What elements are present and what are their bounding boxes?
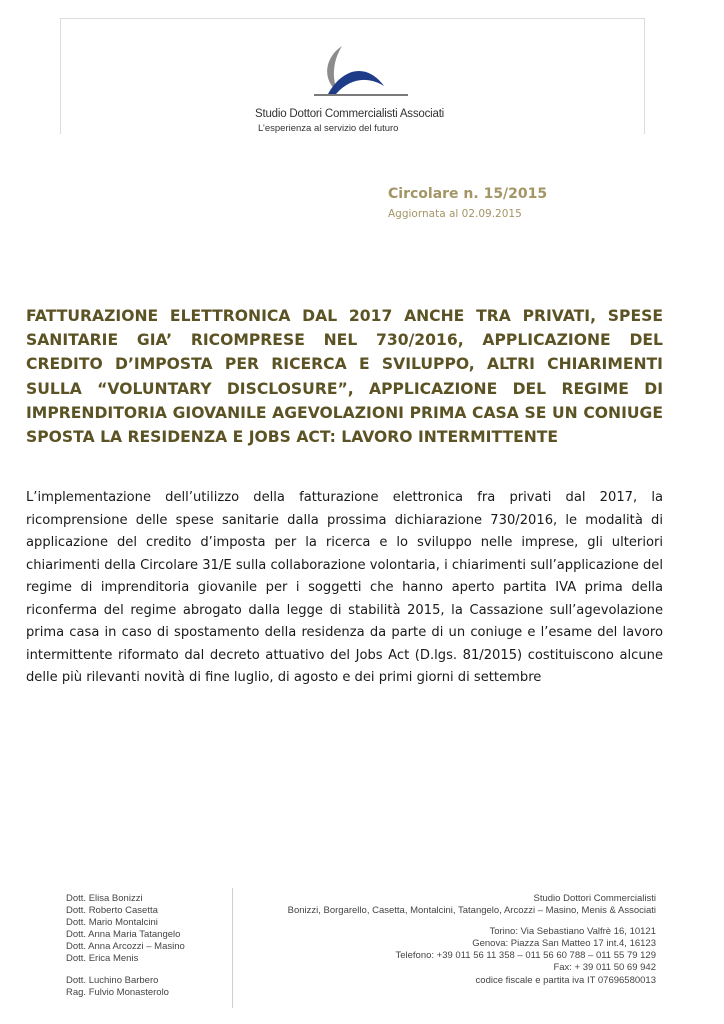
partner-name: Dott. Anna Arcozzi – Masino — [66, 941, 185, 953]
document-title: FATTURAZIONE ELETTRONICA DAL 2017 ANCHE TRA PRIVATI, SPESE SANITARIE GIA’ RICOMPRESE NEL 730/2016, APPLICAZIONE DEL CREDITO D’IMPOSTA PER RICERCA E SVILUPPO, ALTRI CHIARIMENTI SULLA “VOLUNTARY DISCLOSURE”, APPLICAZIONE DEL REGIME DI IMPRENDITORIA GIOVANILE AGEVOLAZIONI PRIMA CASA SE UN CONIUGE SPOSTA LA RESIDENZA E JOBS ACT: LAVORO INTERMITTENTE — [26, 307, 663, 447]
footer-vat: codice fiscale e partita iva IT 07696580013 — [475, 974, 656, 986]
footer-phone: Telefono: +39 011 56 11 358 – 011 56 60 788 – 011 55 79 129 — [395, 950, 656, 962]
circular-updated-date: Aggiornata al 02.09.2015 — [388, 208, 522, 220]
footer-divider — [232, 888, 233, 1008]
partner-name: Dott. Roberto Casetta — [66, 905, 158, 917]
footer-spacer — [66, 966, 236, 975]
footer-spacer — [236, 917, 656, 926]
circular-number: Circolare n. 15/2015 — [388, 186, 548, 202]
partner-name: Dott. Mario Montalcini — [66, 917, 158, 929]
footer-fax: Fax: + 39 011 50 69 942 — [553, 962, 656, 974]
associate-name: Dott. Luchino Barbero — [66, 974, 159, 986]
footer-address-genova: Genova: Piazza San Matteo 17 int.4, 16123 — [472, 938, 656, 950]
firm-logo-icon — [310, 42, 410, 104]
associate-name: Rag. Fulvio Monasterolo — [66, 986, 169, 998]
document-abstract: L’implementazione dell’utilizzo della fatturazione elettronica fra privati dal 2017, la ricomprensione delle spese sanitarie dalla prossima dichiarazione 730/2016, le modalità di applicazione del credito d’imposta per la ricerca e lo sviluppo nelle imprese, gli ulteriori chiarimenti della Circolare 31/E sulla collaborazione volontaria, i chiarimenti sull’applicazione del regime di imprenditoria giovanile per i soggetti che hanno aperto partita IVA prima della riconferma del regime abrogato dalla legge di stabilità 2015, la Cassazione sull’agevolazione prima casa in caso di spostamento della residenza da parte di un coniuge e l’esame del lavoro intermittente riformato dal decreto attuativo del Jobs Act (D.lgs. 81/2015) costituiscono alcune delle più rilevanti novità di fine luglio, di agosto e dei primi giorni di settembre — [26, 490, 663, 685]
footer-firm-members: Bonizzi, Borgarello, Casetta, Montalcini, Tatangelo, Arcozzi – Masino, Menis & Associati — [287, 905, 656, 917]
footer-address-torino: Torino: Via Sebastiano Valfrè 16, 10121 — [489, 926, 656, 938]
firm-tagline: L’esperienza al servizio del futuro — [258, 123, 399, 134]
logo-baseline — [314, 94, 408, 96]
partner-name: Dott. Elisa Bonizzi — [66, 893, 143, 904]
partner-name: Dott. Erica Menis — [66, 953, 139, 965]
logo-blue-arc — [328, 71, 384, 94]
footer-partners-list — [66, 893, 236, 999]
footer-firm-info — [236, 893, 656, 987]
firm-name: Studio Dottori Commercialisti Associati — [255, 108, 445, 120]
footer-firm-name: Studio Dottori Commercialisti — [533, 893, 656, 904]
partner-name: Dott. Anna Maria Tatangelo — [66, 929, 181, 941]
